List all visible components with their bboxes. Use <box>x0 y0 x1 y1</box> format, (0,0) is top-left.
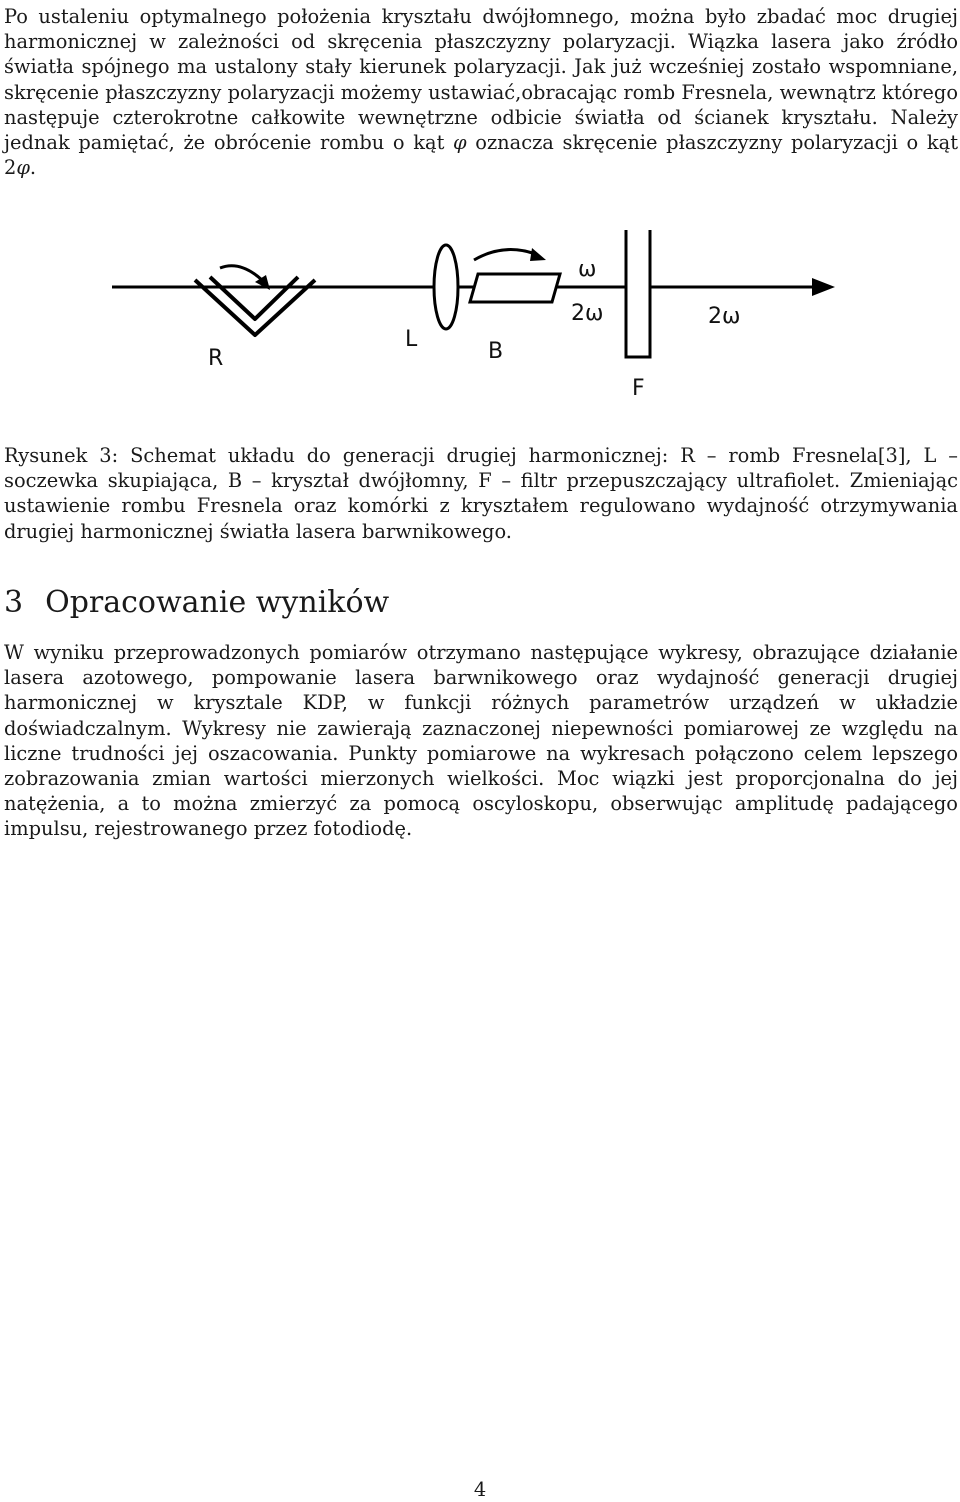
intro-text-end: . <box>29 156 37 180</box>
phi-symbol-2: φ <box>16 156 30 180</box>
label-rhomb: R <box>208 346 224 371</box>
intro-text-middle: oznacza skręcenie płaszczyzny polaryzacji o kąt 2 <box>4 131 958 180</box>
results-paragraph: W wyniku przeprowadzonych pomiarów otrzymano następujące wykresy, obrazujące działanie lasera azotowego, pompowanie lasera barwnikowego oraz wydajność generacji drugiej harmonicznej w krysztale KDP, w funkcji różnych parametrów urządzeń w układzie doświadczalnym. Wykresy nie zawierają zaznaczonej niepewności pomiarowej ze względu na liczne trudności jej oszacowania. Punkty pomiarowe na wykresach połączono celem lepszego zobrazowania zmian wartości mierzonych wielkości. Moc wiązki jest proporcjonalna do jej natężenia, a to można zmierzyć za pomocą oscyloskopu, obserwując amplitudę padającego impulsu, rejestrowanego przez fotodiodę. <box>4 641 958 841</box>
label-omega: ω <box>578 257 597 282</box>
setup-diagram <box>100 230 850 405</box>
figure-caption: Rysunek 3: Schemat układu do generacji drugiej harmonicznej: R – romb Fresnela[3], L – soczewka skupiająca, B – kryształ dwójłomny, F – filtr przepuszczający ultrafiolet. Zmieniając ustawienie rombu Fresnela oraz komórki z kryształem regulowano wydajność otrzymywania drugiej harmonicznej światła lasera barwnikowego. <box>4 444 958 543</box>
birefringent-crystal <box>470 274 560 302</box>
uv-filter <box>626 230 650 357</box>
label-crystal: B <box>488 339 504 364</box>
phi-symbol: φ <box>453 131 467 155</box>
page-number: 4 <box>473 1478 487 1501</box>
beam-arrowhead-icon <box>812 278 835 296</box>
label-lens: L <box>405 327 418 352</box>
label-filter: F <box>632 376 645 401</box>
label-two-omega-right: 2ω <box>708 304 741 329</box>
section-number: 3 <box>4 585 24 620</box>
rotation-arrow-rhomb <box>220 266 262 280</box>
intro-text: Po ustaleniu optymalnego położenia kryształu dwójłomnego, można było zbadać moc drugiej harmonicznej w zależności od skręcenia płaszczyzny polaryzacji. Wiązka lasera jako źródło światła spójnego ma ustalony stały kierunek polaryzacji. Jak już wcześniej zostało wspomniane, skręcenie płaszczyzny polaryzacji możemy ustawiać,obracając romb Fresnela, wewnątrz którego następuje czterokrotne całkowite wewnętrzne odbicie światła od ścianek kryształu. Należy jednak pamiętać, że obrócenie rombu o kąt <box>4 5 958 155</box>
section-heading <box>4 585 389 620</box>
intro-paragraph <box>4 4 958 180</box>
label-two-omega-mid: 2ω <box>571 301 604 326</box>
section-title: Opracowanie wyników <box>45 585 390 620</box>
lens <box>434 245 458 329</box>
rotation-arrowhead-crystal-icon <box>530 248 546 261</box>
rotation-arrow-crystal <box>474 250 538 260</box>
